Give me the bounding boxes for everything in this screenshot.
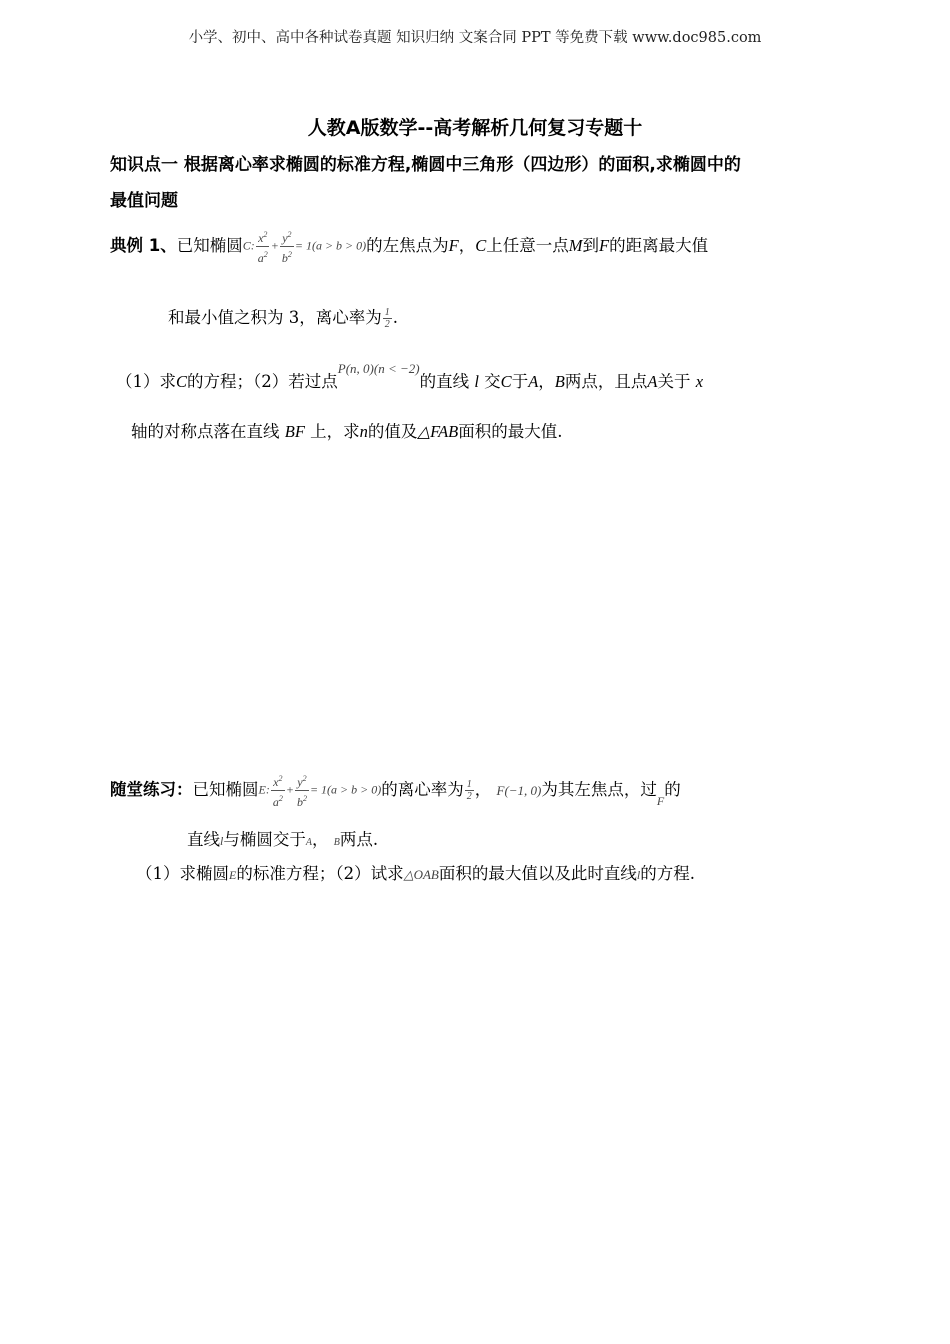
practice-question-line: （1）求椭圆E的标准方程；（2）试求△OAB面积的最大值以及此时直线l的方程. [136,864,695,883]
eccentricity-fraction: $\frac{1}{2}$ [384,307,390,330]
practice-eccentricity-fraction: $\frac{1}{2}$ [466,779,472,802]
page-header: 小学、初中、高中各种试卷真题 知识归纳 文案合同 PPT 等免费下载 www.doc985.com [188,30,762,46]
example1-pre: 已知椭圆 [176,236,243,255]
point-P-expression: P(n, 0)(n < −2) [337,361,420,376]
example1-line2: 和最小值之积为 3，离心率为 $\frac{1}{2}$ . [168,307,398,330]
example1-question-line1: （1）求C的方程；（2）若过点$^{P(n, 0)(n < -2)}$的直线 l 交C于A，B两点，且点A关于 x [116,361,704,391]
practice-line2: 直线l与椭圆交于A， B两点. [187,830,379,849]
focus-point: F(−1, 0) [496,783,542,798]
practice-equation: E: $\frac{x^2}{a^2}$ + $\frac{y^2}{b^2}$ = 1(a > b > 0) [259,771,382,810]
example1-line1: 典例 1、已知椭圆C: $\frac{x^2}{a^2}$ + $\frac{y^2}{b^2}$ = 1(a > b > 0)的左焦点为F，C上任意一点M到F的距离最大值 [110,227,708,266]
example1-label: 典例 1、 [110,236,177,255]
example1-equation: C: $\frac{x^2}{a^2}$ + $\frac{y^2}{b^2}$ = 1(a > b > 0) [243,227,366,266]
example1-question-line2: 轴的对称点落在直线 BF 上，求n的值及△FAB面积的最大值. [131,422,563,441]
knowledge-point-line1: 知识点一 根据离心率求椭圆的标准方程,椭圆中三角形（四边形）的面积,求椭圆中的 [110,155,741,175]
knowledge-point-line2: 最值问题 [110,191,178,211]
practice-line1: 随堂练习：已知椭圆E: $\frac{x^2}{a^2}$ + $\frac{y^2}{b^2}$ = 1(a > b > 0)的离心率为 $\frac{1}{2}$ ， F(−1, 0)为其左焦点，过$_F$的 [110,771,681,810]
page-title: 人教A版数学--高考解析几何复习专题十 [307,117,643,139]
practice-label: 随堂练习： [110,780,193,799]
